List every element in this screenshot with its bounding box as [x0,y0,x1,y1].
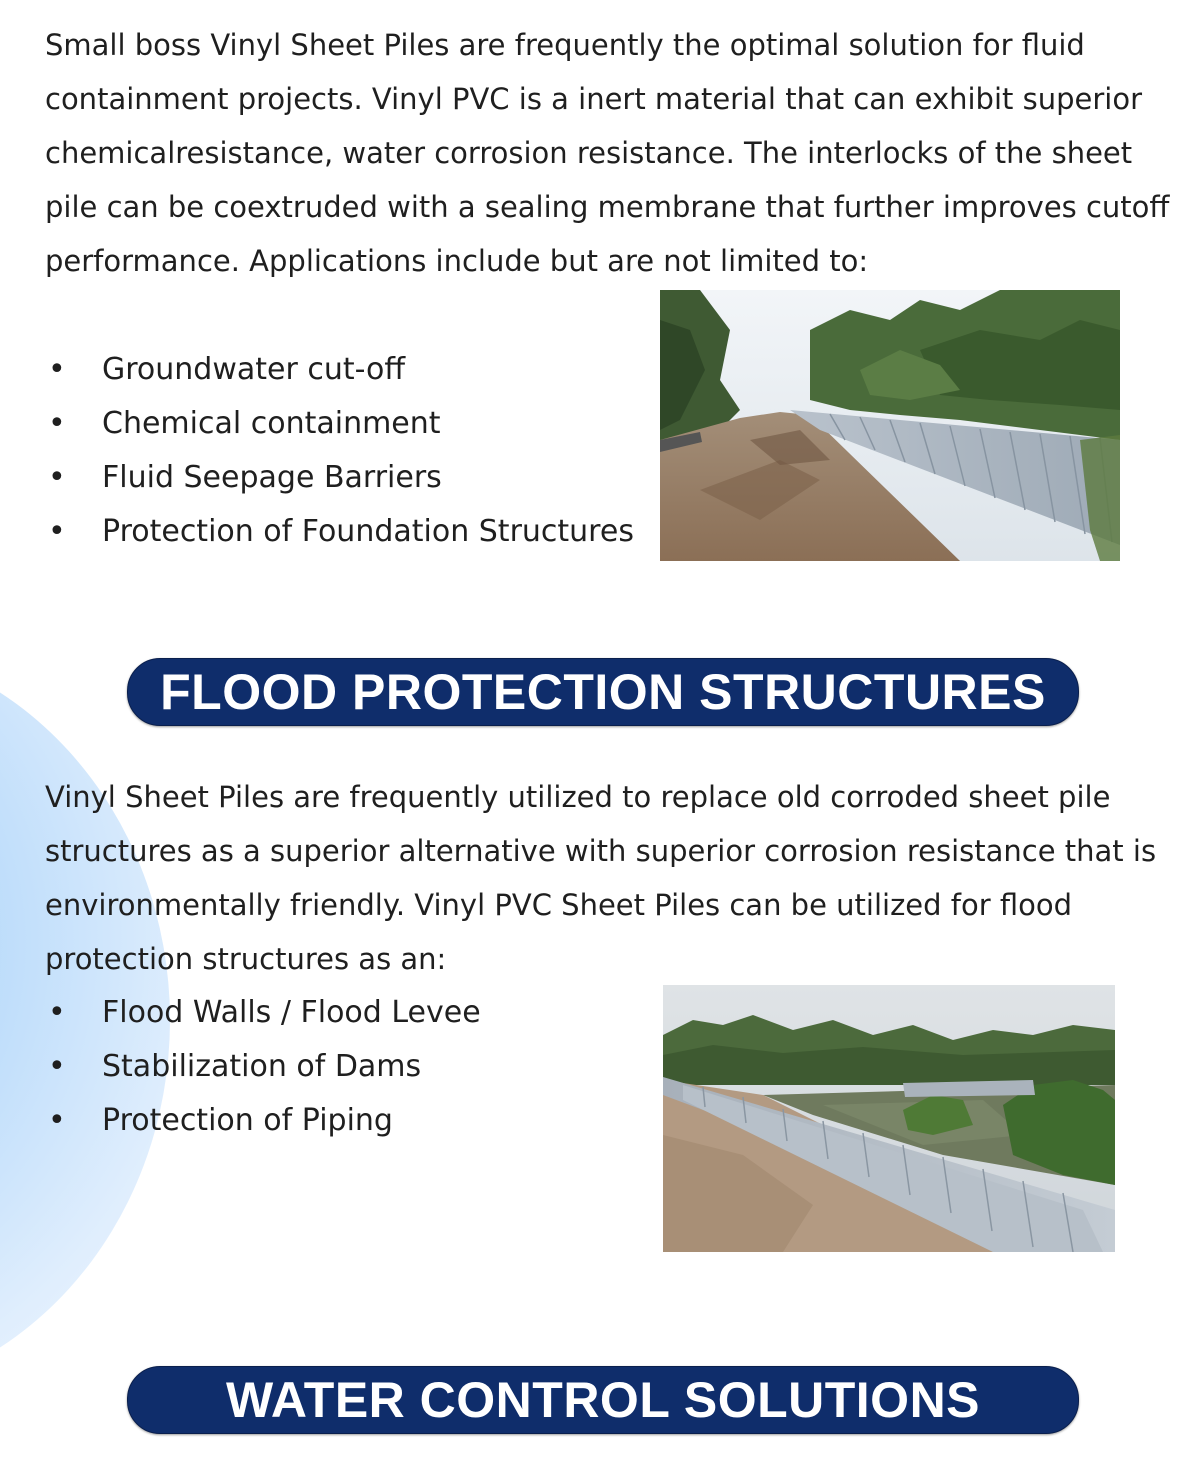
list-item: • Groundwater cut-off [48,352,406,387]
list-item: • Protection of Piping [48,1103,393,1138]
water-control-heading: WATER CONTROL SOLUTIONS [127,1366,1079,1434]
sheet-pile-pond-photo [663,985,1115,1252]
list-item: • Stabilization of Dams [48,1049,422,1084]
flood-paragraph: Vinyl Sheet Piles are frequently utilized to replace old corroded sheet pile structures as a superior alternative with superior corrosion resistance that is environmentally friendly. Vinyl PVC Sheet Piles can be utilized for flood protection structures as an: [45,780,1157,976]
sheet-pile-road-photo [660,290,1120,561]
intro-paragraph: Small boss Vinyl Sheet Piles are frequently the optimal solution for fluid containment projects. Vinyl PVC is a inert material that can exhibit superior chemicalresistance, water corrosion resistance. The interlocks of the sheet pile can be coextruded with a sealing membrane that further improves cutoff performance. Applications include but are not limited to: [45,28,1170,278]
list-item: • Fluid Seepage Barriers [48,460,442,495]
list-item: • Flood Walls / Flood Levee [48,995,481,1030]
list-item: • Chemical containment [48,406,441,441]
flood-protection-heading: FLOOD PROTECTION STRUCTURES [127,658,1079,726]
flood-uses-list [45,986,481,1148]
applications-list [45,343,634,559]
list-item: • Protection of Foundation Structures [48,514,634,549]
